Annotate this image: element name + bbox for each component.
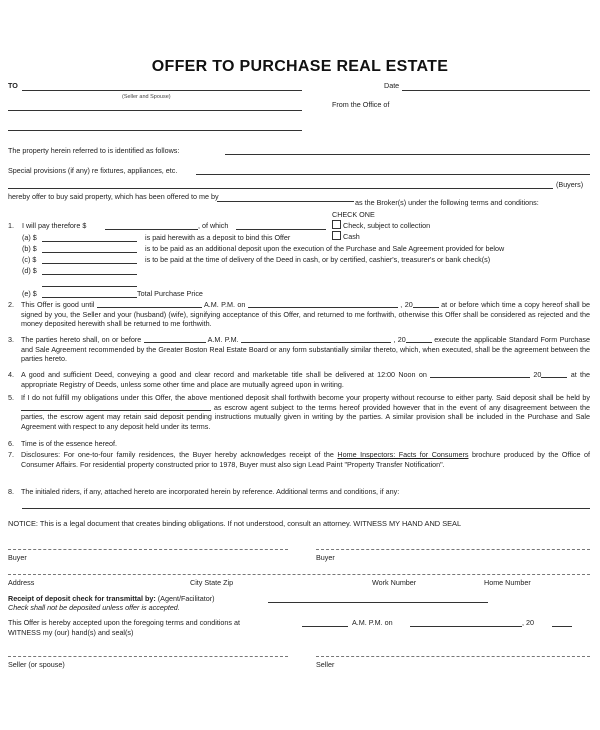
address-line[interactable]	[8, 574, 590, 575]
row-e-label: (e) $	[22, 289, 37, 298]
date-label: Date	[384, 81, 400, 90]
section8-number: 8.	[8, 487, 14, 496]
section1-number: 1.	[8, 221, 14, 230]
buyers-field[interactable]	[8, 188, 553, 189]
check-collection-option[interactable]	[332, 220, 430, 230]
execute-date-field[interactable]	[241, 335, 391, 343]
deed-date-field[interactable]	[430, 370, 530, 378]
execute-time-field[interactable]	[144, 335, 206, 343]
special-provisions-field[interactable]	[196, 174, 590, 175]
section2-number: 2.	[8, 300, 14, 309]
row-e-text: Total Purchase Price	[137, 289, 203, 298]
property-label: The property herein referred to is identified as follows:	[8, 146, 180, 155]
acceptance-text: This Offer is hereby accepted upon the foregoing terms and conditions at	[8, 618, 241, 627]
cash-label: Cash	[343, 232, 360, 241]
acceptance-ampm: A.M. P.M. on	[352, 618, 393, 627]
form-title: OFFER TO PURCHASE REAL ESTATE	[151, 58, 449, 75]
row-d-field[interactable]	[42, 274, 137, 275]
city-state-zip-label: City State Zip	[190, 578, 234, 587]
section2: 2. This Offer is good until A.M. P.M. on , 20 at or before which time a copy hereof shall be signed by you, the Seller and your (husband) (wife), signifying acceptance of this Offer, and returned to me forthwith, otherwise this Offer shall be considered as rejected and the money deposited herewith shall be returned to me forthwith.	[8, 300, 591, 329]
witness-text: WITNESS my (our) hand(s) and seal(s)	[8, 628, 134, 637]
receipt-row	[8, 594, 215, 603]
date-field[interactable]	[402, 90, 590, 91]
additional-terms-field[interactable]	[22, 508, 590, 509]
check-collection-checkbox[interactable]	[332, 220, 341, 229]
acceptance-time-field[interactable]	[302, 626, 348, 627]
to-address-field-1[interactable]	[8, 110, 302, 111]
section7: 7. Disclosures: For one-to-four family residences, the Buyer hereby acknowledges receipt of the Home Inspectors: Facts for Consumers brochure produced by the Office of Consumer Affairs. For residential property constructed prior to 1978, Buyer must also sign Lead Paint "Property Transfer Notification".	[8, 450, 591, 469]
deed-year-field[interactable]	[541, 370, 567, 378]
pay-extra-field[interactable]	[236, 229, 326, 230]
check-collection-label: Check, subject to collection	[343, 221, 431, 230]
special-provisions-label: Special provisions (if any) re fixtures, appliances, etc.	[8, 166, 178, 175]
buyer2-label: Buyer	[316, 553, 335, 562]
receipt-note: Check shall not be deposited unless offer is accepted.	[8, 603, 180, 612]
cash-option[interactable]	[332, 231, 360, 241]
section6	[8, 439, 590, 449]
check-one-label: CHECK ONE	[332, 210, 375, 219]
broker-text: as the Broker(s) under the following terms and conditions:	[355, 198, 539, 207]
escrow-agent-field[interactable]	[21, 403, 211, 411]
buyer1-signature-line[interactable]	[8, 549, 288, 550]
work-number-label: Work Number	[372, 578, 417, 587]
section3: 3. The parties hereto shall, on or before A.M. P.M. , 20 execute the applicable Standard Form Purchase and Sale Agreement recommended by the Greater Boston Real Estate Board or any form substantially similar thereto, which, when executed, shall be the agreement between the parties hereto.	[8, 335, 590, 364]
acceptance-year-prefix: , 20	[522, 618, 534, 627]
offer-year-field[interactable]	[413, 300, 439, 308]
from-office-label: From the Office of	[332, 100, 390, 109]
property-field[interactable]	[225, 154, 590, 155]
hereby-offer-text: hereby offer to buy said property, which has been offered to me by	[8, 192, 219, 201]
pay-prefix: I will pay therefore $	[22, 221, 87, 230]
offer-good-until-time-field[interactable]	[97, 300, 202, 308]
section5-number: 5.	[8, 393, 14, 402]
seller-broker-field[interactable]	[217, 201, 354, 202]
offer-good-until-date-field[interactable]	[248, 300, 398, 308]
receipt-label: Receipt of deposit check for transmittal by:	[8, 594, 156, 603]
to-label: TO	[8, 81, 18, 90]
section6-number: 6.	[8, 439, 14, 448]
row-d-label: (d) $	[22, 266, 37, 275]
seller-signature-line[interactable]	[316, 656, 590, 657]
row-c-label: (c) $	[22, 255, 37, 264]
section3-number: 3.	[8, 335, 14, 344]
total-pay-field[interactable]	[105, 229, 198, 230]
home-inspectors-link[interactable]: Home Inspectors: Facts for Consumers	[337, 450, 469, 459]
section4-number: 4.	[8, 370, 14, 379]
legal-notice: NOTICE: This is a legal document that creates binding obligations. If not understood, consult an attorney. WITNESS MY HAND AND SEAL	[8, 519, 462, 528]
section5: 5. If I do not fulfill my obligations under this Offer, the above mentioned deposit shall forthwith become your property without recourse to either party. Said deposit shall be held by as escrow agent subject to the terms hereof provided however that in the event of any disagreement between the parties, the escrow agent may retain said deposit pending instructions mutually given in writing by the parties. A similar provision shall be included in the Purchase and Sale Agreement with respect to any deposit held under its terms.	[8, 393, 591, 431]
seller-spouse-label: Seller (or spouse)	[8, 660, 65, 669]
cash-checkbox[interactable]	[332, 231, 341, 240]
buyer1-label: Buyer	[8, 553, 27, 562]
execute-year-field[interactable]	[406, 335, 432, 343]
agent-caption: (Agent/Facilitator)	[157, 594, 215, 603]
row-d-extra-field[interactable]	[42, 286, 137, 287]
agent-field[interactable]	[268, 602, 488, 603]
address-label: Address	[8, 578, 35, 587]
section6-text: Time is of the essence hereof.	[21, 439, 118, 448]
section8	[8, 487, 590, 497]
row-b-label: (b) $	[22, 244, 37, 253]
row-c-text: is to be paid at the time of delivery of the Deed in cash, or by certified, cashier's, treasurer's or bank check(s)	[145, 255, 491, 264]
pay-suffix: , of which	[198, 221, 229, 230]
row-b-text: is to be paid as an additional deposit upon the execution of the Purchase and Sale Agreement provided for below	[145, 244, 505, 253]
buyer2-signature-line[interactable]	[316, 549, 590, 550]
seller-caption: (Seller and Spouse)	[122, 94, 171, 100]
row-b-field[interactable]	[42, 252, 137, 253]
row-a-field[interactable]	[42, 241, 137, 242]
to-address-field-2[interactable]	[8, 130, 302, 131]
acceptance-year-field[interactable]	[552, 626, 572, 627]
buyers-label: (Buyers)	[556, 180, 584, 189]
section7-number: 7.	[8, 450, 14, 459]
row-a-text: is paid herewith as a deposit to bind this Offer	[145, 233, 291, 242]
row-a-label: (a) $	[22, 233, 37, 242]
acceptance-date-field[interactable]	[410, 626, 522, 627]
row-c-field[interactable]	[42, 263, 137, 264]
section8-text: The initialed riders, if any, attached hereto are incorporated herein by reference. Additional terms and conditions, if any:	[21, 487, 400, 496]
home-number-label: Home Number	[484, 578, 531, 587]
seller-spouse-signature-line[interactable]	[8, 656, 288, 657]
to-field[interactable]	[22, 90, 302, 91]
section4: 4. A good and sufficient Deed, conveying a good and clear record and marketable title shall be delivered at 12:00 Noon on 20 at the appropriate Registry of Deeds, unless some other time and place are mutually agreed upon in writing.	[8, 370, 590, 389]
row-e-field[interactable]	[42, 297, 137, 298]
seller-label: Seller	[316, 660, 335, 669]
